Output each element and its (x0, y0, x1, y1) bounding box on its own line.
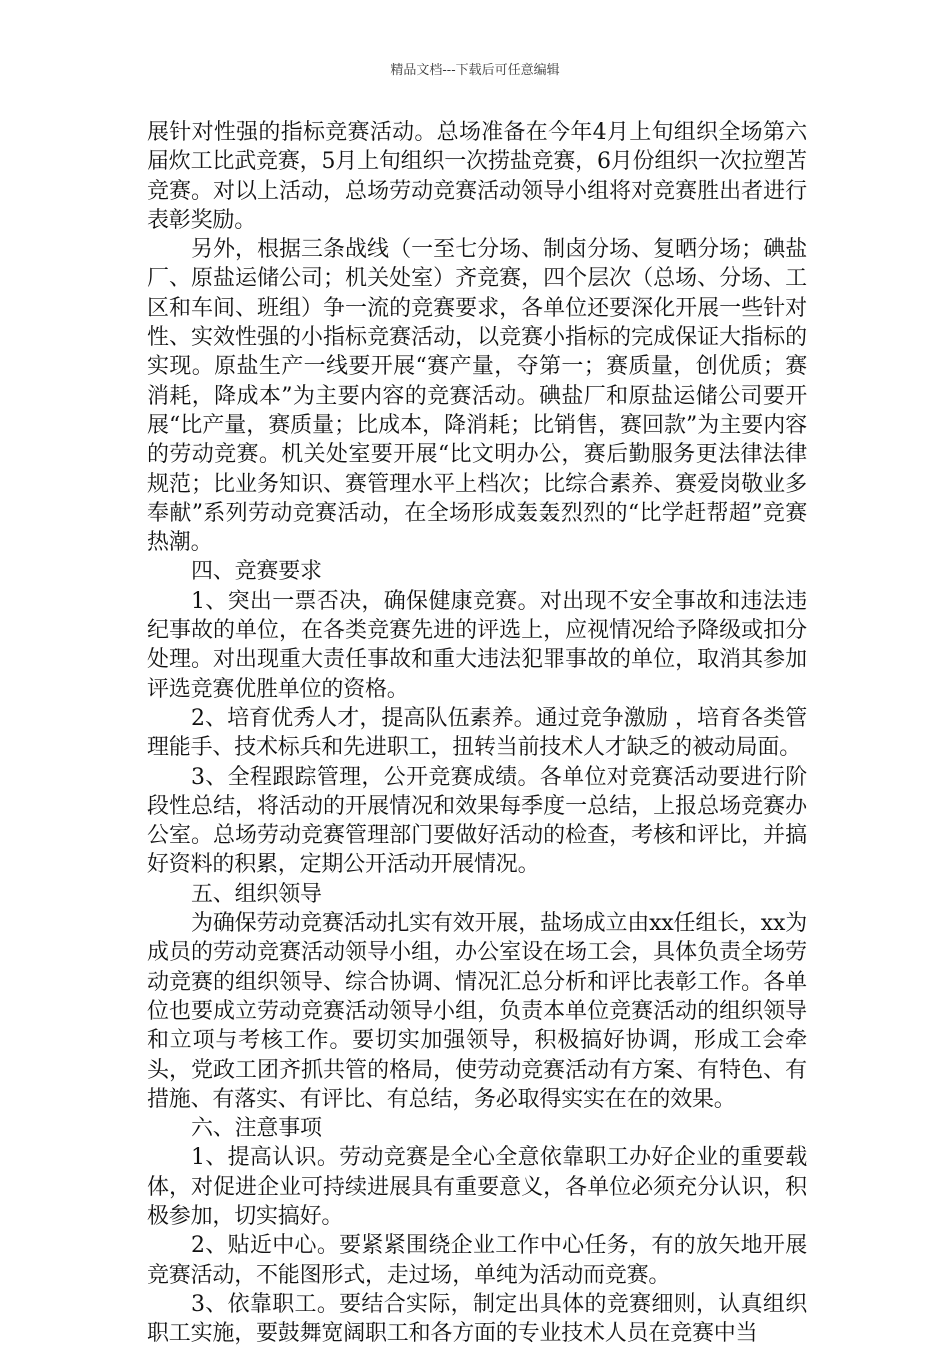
page-header: 精品文档---下载后可任意编辑 (390, 63, 560, 78)
section-heading-competition-requirements: 四、竞赛要求 (191, 559, 322, 585)
paragraph-note-2: 2、贴近中心。要紧紧围绕企业工作中心任务，有的放矢地开展竞赛活动，不能图形式，走过场，单纯为活动而竞赛。 (147, 1233, 807, 1288)
paragraph-requirement-1: 1、突出一票否决，确保健康竞赛。对出现不安全事故和违法违纪事故的单位，在各类竞赛先进的评选上，应视情况给予降级或扣分处理。对出现重大责任事故和重大违法犯罪事故的单位，取消其参加评选竞赛优胜单位的资格。 (147, 588, 807, 702)
document-body (147, 118, 807, 1348)
paragraph-requirement-3: 3、全程跟踪管理，公开竞赛成绩。各单位对竞赛活动要进行阶段性总结，将活动的开展情况和效果每季度一总结，上报总场竞赛办公室。总场劳动竞赛管理部门要做好活动的检查，考核和评比，并搞好资料的积累，定期公开活动开展情况。 (147, 764, 807, 878)
paragraph-note-3: 3、依靠职工。要结合实际，制定出具体的竞赛细则，认真组织职工实施，要鼓舞宽阔职工和各方面的专业技术人员在竞赛中当 (147, 1291, 807, 1347)
paragraph-requirement-2: 2、培育优秀人才，提高队伍素养。通过竞争激励 ，培育各类管理能手、技术标兵和先进职工，扭转当前技术人才缺乏的被动局面。 (147, 705, 807, 761)
section-heading-notes: 六、注意事项 (191, 1116, 322, 1142)
paragraph-organization: 为确保劳动竞赛活动扎实有效开展，盐场成立由xx任组长，xx为成员的劳动竞赛活动领导小组，办公室设在场工会，具体负责全场劳动竞赛的组织领导、综合协调、情况汇总分析和评比表彰工作。各单位也要成立劳动竞赛活动领导小组，负责本单位竞赛活动的组织领导和立项与考核工作。要切实加强领导，积极搞好协调，形成工会牵头，党政工团齐抓共管的格局，使劳动竞赛活动有方案、有特色、有措施、有落实、有评比、有总结，务必取得实实在在的效果。 (147, 911, 807, 1112)
paragraph-competition-lines: 另外，根据三条战线（一至七分场、制卤分场、复晒分场；碘盐厂、原盐运储公司；机关处室）齐竞赛，四个层次（总场、分场、工区和车间、班组）争一流的竞赛要求，各单位还要深化开展一些针对性、实效性强的小指标竞赛活动，以竞赛小指标的完成保证大指标的实现。原盐生产一线要开展“赛产量，夺第一；赛质量，创优质；赛消耗，降成本”为主要内容的竞赛活动。碘盐厂和原盐运储公司要开展“比产量，赛质量；比成本，降消耗；比销售，赛回款”为主要内容的劳动竞赛。机关处室要开展“比文明办公，赛后勤服务更法律法律规范；比业务知识、赛管理水平上档次；比综合素养、赛爱岗敬业多奉献”系列劳动竞赛活动，在全场形成轰轰烈烈的“比学赶帮超”竞赛热潮。 (147, 237, 807, 556)
paragraph-note-1: 1、提高认识。劳动竞赛是全心全意依靠职工办好企业的重要载体，对促进企业可持续进展具有重要意义，各单位必须充分认识，积极参加，切实搞好。 (147, 1145, 807, 1229)
paragraph-continued: 展针对性强的指标竞赛活动。总场准备在今年4月上旬组织全场第六届炊工比武竞赛，5月上旬组织一次捞盐竞赛，6月份组织一次拉塑苫竞赛。对以上活动，总场劳动竞赛活动领导小组将对竞赛胜出者进行表彰奖励。 (147, 120, 807, 233)
section-heading-organization: 五、组织领导 (191, 881, 322, 907)
